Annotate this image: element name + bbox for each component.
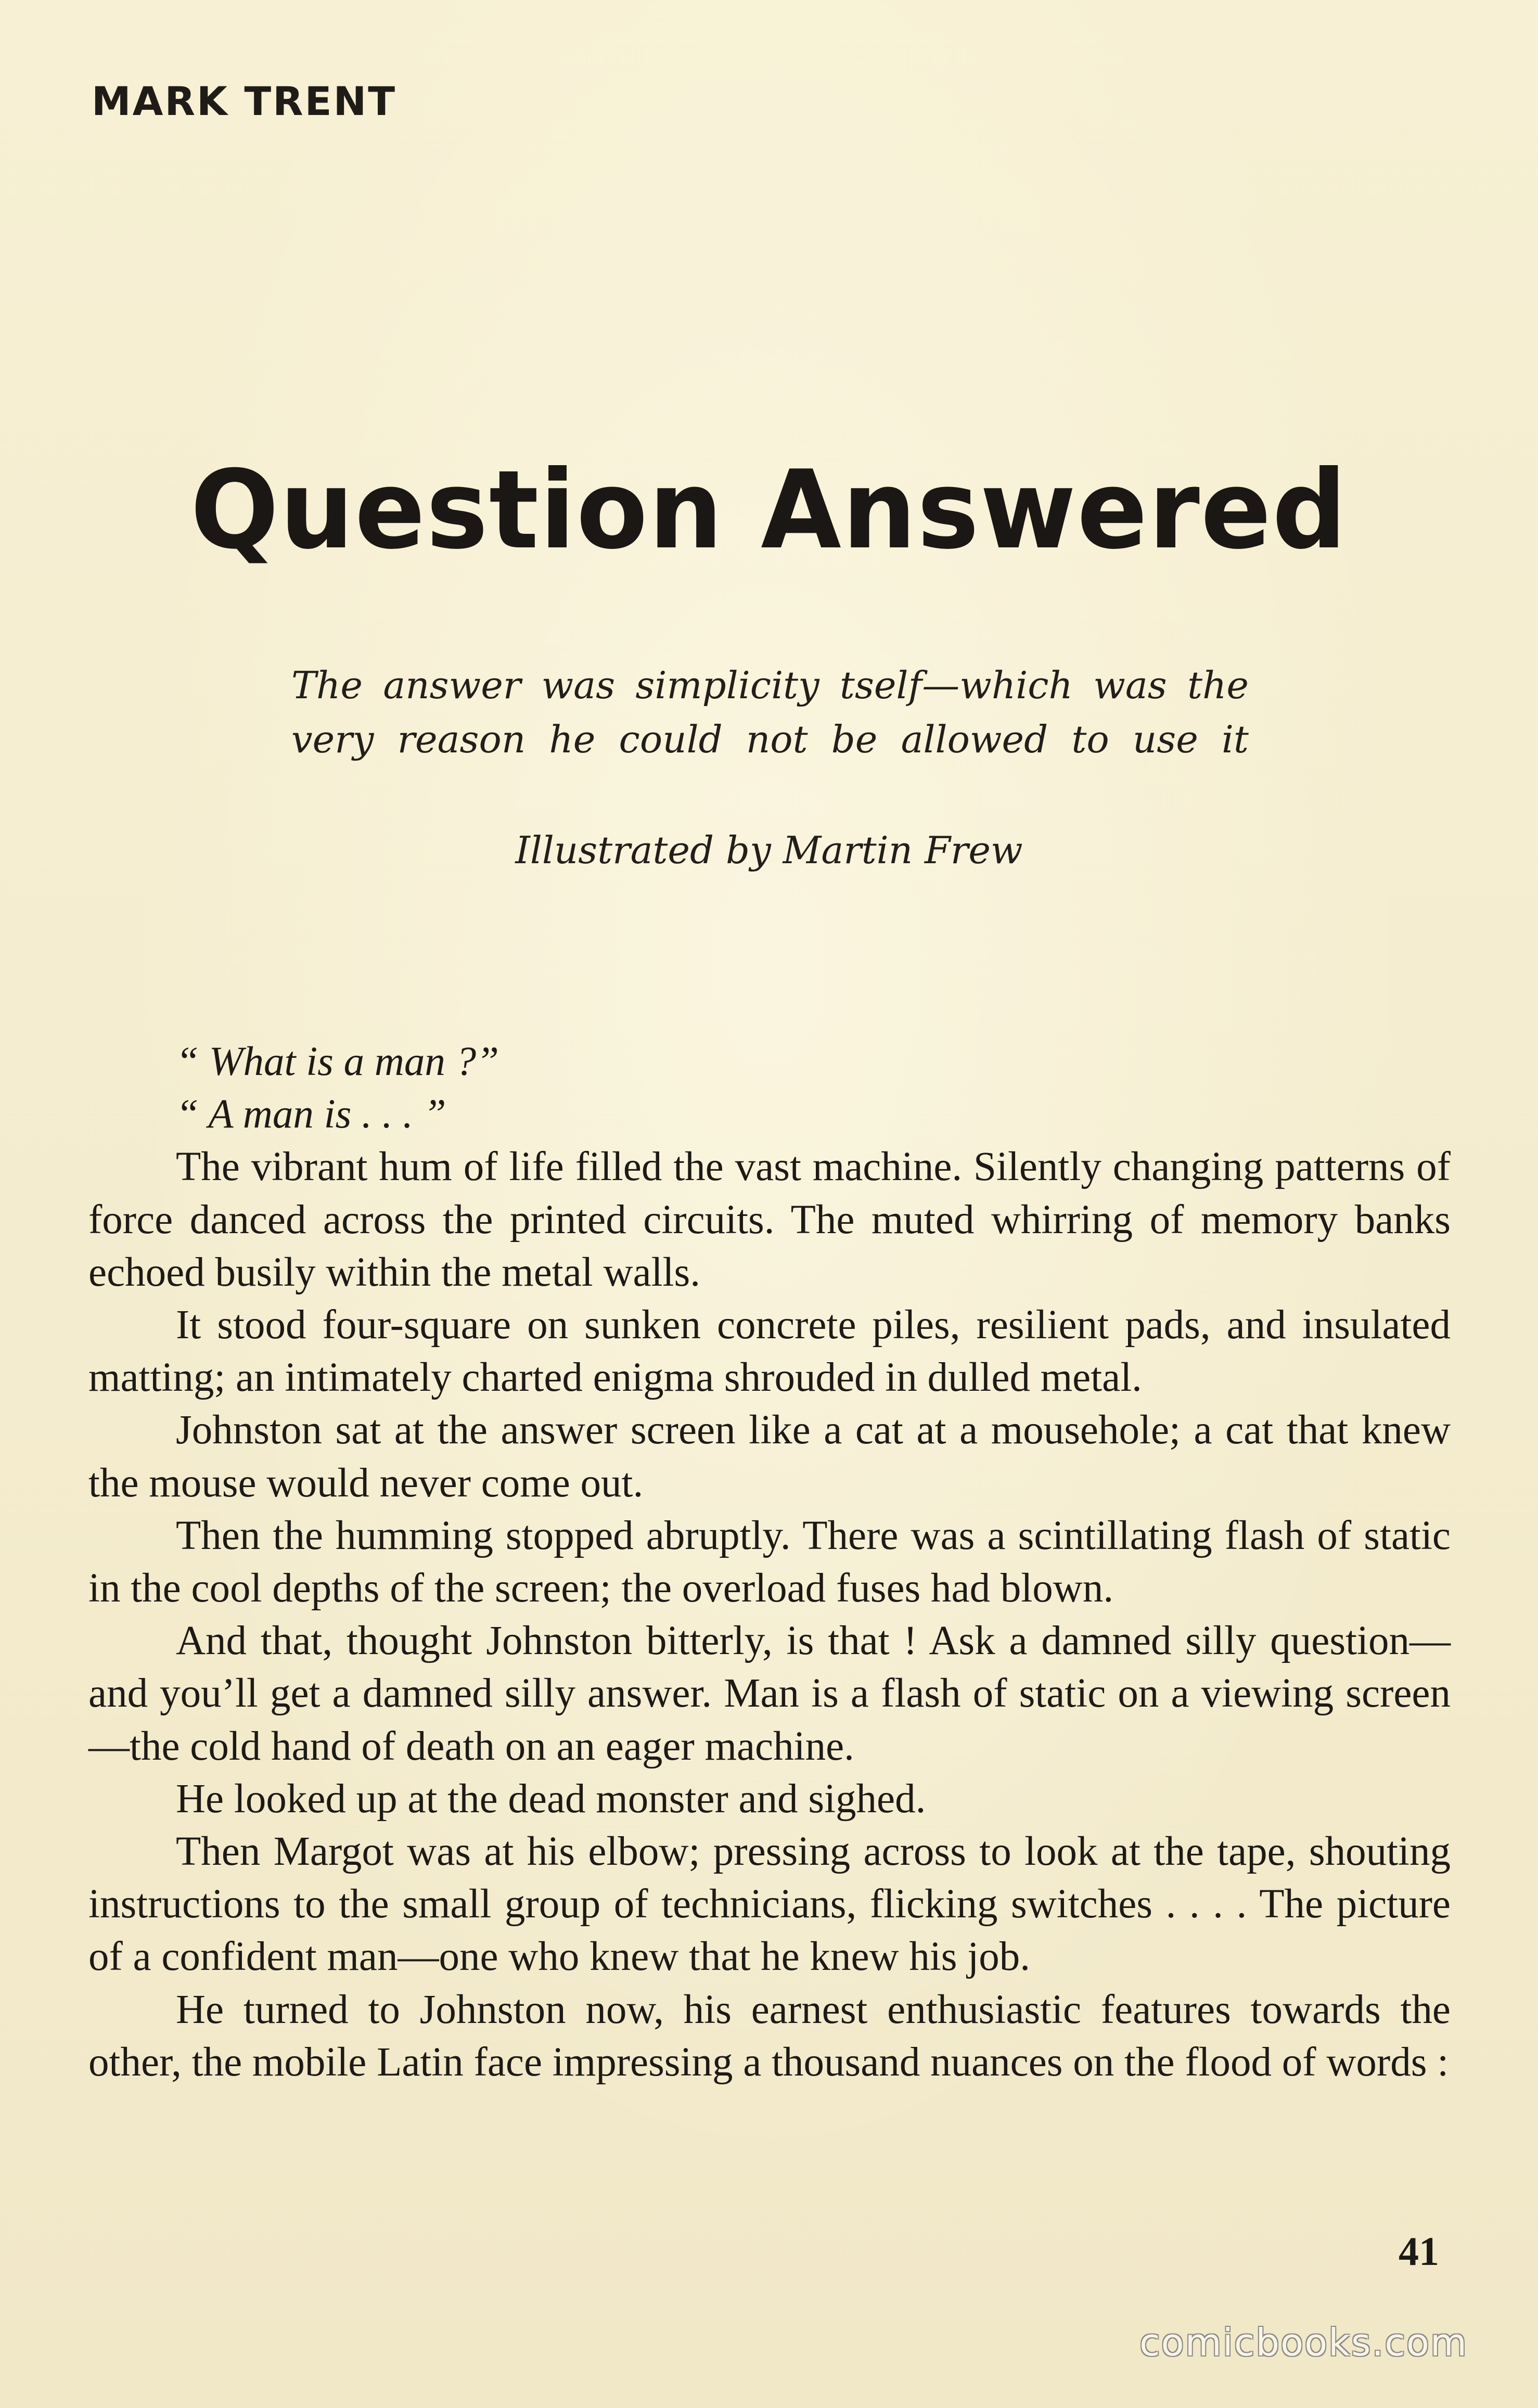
paragraph: The vibrant hum of life filled the vast machine. Silently changing patterns of force danced across the printed circuits. The muted whirring of memory banks echoed busily within the metal walls. xyxy=(88,1144,1451,1295)
subtitle-line-2: very reason he could not be allowed to use it xyxy=(291,718,1249,761)
story-body xyxy=(88,1035,1451,2089)
author-name: MARK TRENT xyxy=(92,78,397,124)
story-subtitle xyxy=(291,658,1249,766)
story-title: Question Answered xyxy=(190,447,1348,573)
paragraph: Then Margot was at his elbow; pressing across to look at the tape, shouting instructions to the small group of technicians, flicking switches . . . . The picture of a confident man—one who knew that he knew his job. xyxy=(88,1829,1451,1980)
paragraph: “ A man is . . . ” xyxy=(176,1092,446,1137)
paragraph: He turned to Johnston now, his earnest enthusiastic features towards the other, the mobile Latin face impressing a thousand nuances on the flood of words : xyxy=(88,1987,1451,2085)
paragraph: Johnston sat at the answer screen like a cat at a mousehole; a cat that knew the mouse would never come out. xyxy=(88,1407,1451,1506)
watermark: comicbooks.com xyxy=(1139,2321,1468,2364)
paragraph: “ What is a man ?” xyxy=(176,1039,499,1084)
paragraph: It stood four-square on sunken concrete piles, resilient pads, and insulated matting; an intimately charted enigma shrouded in dulled metal. xyxy=(88,1302,1451,1401)
paragraph: He looked up at the dead monster and sighed. xyxy=(176,1776,926,1822)
page-number: 41 xyxy=(1399,2228,1439,2274)
illustrator-credit: Illustrated by Martin Frew xyxy=(515,828,1023,872)
paragraph: Then the humming stopped abruptly. There was a scintillating flash of static in the cool depths of the screen; the overload fuses had blown. xyxy=(88,1513,1451,1611)
subtitle-line-1: The answer was simplicity tself—which was the xyxy=(291,663,1249,707)
paragraph: And that, thought Johnston bitterly, is that ! Ask a damned silly question—and you’ll get a damned silly answer. Man is a flash of static on a viewing screen—the cold hand of death on an eager machine. xyxy=(88,1618,1451,1769)
